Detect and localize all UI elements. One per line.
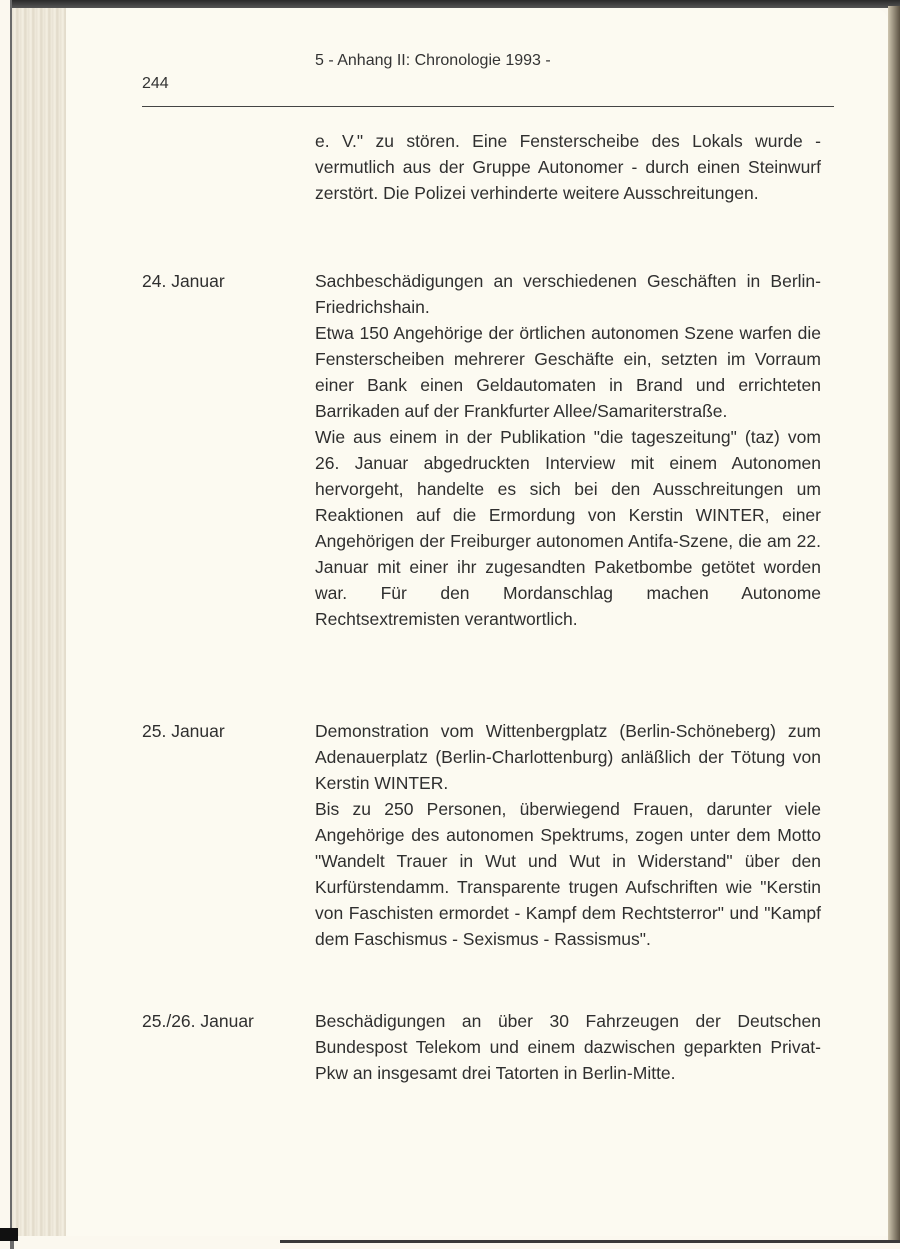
- entry-date: 25. Januar: [142, 721, 225, 741]
- entry-body: [315, 1008, 821, 1086]
- paragraph: Wie aus einem in der Publikation "die tageszeitung" (taz) vom 26. Januar abgedruckten Interview mit einem Autonomen hervorgeht, handelte es sich bei den Ausschreitungen um Reaktionen auf die Ermordung von Kerstin WINTER, einer Angehörigen der Freiburger autonomen Antifa-Szene, die am 22. Januar mit einer ihr zugesandten Paketbombe getötet worden war. Für den Mordanschlag machen Autonome Rechtsextremisten verantwortlich.: [315, 427, 821, 629]
- paragraph: Sachbeschädigungen an verschiedenen Geschäften in Berlin-Friedrichshain.: [315, 271, 821, 317]
- entry-date: 24. Januar: [142, 271, 225, 291]
- paragraph: Beschädigungen an über 30 Fahrzeugen der Deutschen Bundespost Telekom und einem dazwischen geparkten Privat-Pkw an insgesamt drei Tatorten in Berlin-Mitte.: [315, 1011, 821, 1083]
- entry-date: 25./26. Januar: [142, 1011, 254, 1031]
- entry-body: [315, 718, 821, 952]
- paragraph: Etwa 150 Angehörige der örtlichen autonomen Szene warfen die Fensterscheiben mehrerer Geschäfte ein, setzten im Vorraum einer Bank einen Geldautomaten in Brand und errichteten Barrikaden auf der Frankfurter Allee/Samariterstraße.: [315, 323, 821, 421]
- page-number: 244: [142, 75, 169, 92]
- running-title: 5 - Anhang II: Chronologie 1993 -: [315, 52, 551, 69]
- paragraph: Demonstration vom Wittenbergplatz (Berlin-Schöneberg) zum Adenauerplatz (Berlin-Charlottenburg) anläßlich der Tötung von Kerstin WINTER.: [315, 721, 821, 793]
- entry-body: [315, 268, 821, 632]
- entry-body: [315, 128, 821, 206]
- page-edges-stack: [12, 8, 68, 1236]
- paragraph: Bis zu 250 Personen, überwiegend Frauen, darunter viele Angehörige des autonomen Spektrums, zogen unter dem Motto "Wandelt Trauer in Wut und Wut in Widerstand" über den Kurfürstendamm. Transparente trugen Aufschriften wie "Kerstin von Faschisten ermordet - Kampf dem Rechtsterror" und "Kampf dem Faschismus - Sexismus - Rassismus".: [315, 799, 821, 949]
- top-edge-shadow: [12, 0, 900, 8]
- header-divider: [142, 106, 834, 107]
- corner-mark: [0, 1228, 18, 1241]
- paragraph: e. V." zu stören. Eine Fensterscheibe des Lokals wurde - vermutlich aus der Gruppe Autonomer - durch einen Steinwurf zerstört. Die Polizei verhinderte weitere Ausschreitungen.: [315, 131, 821, 203]
- right-edge-shadow: [888, 6, 900, 1243]
- bottom-edge-shadow: [280, 1240, 900, 1243]
